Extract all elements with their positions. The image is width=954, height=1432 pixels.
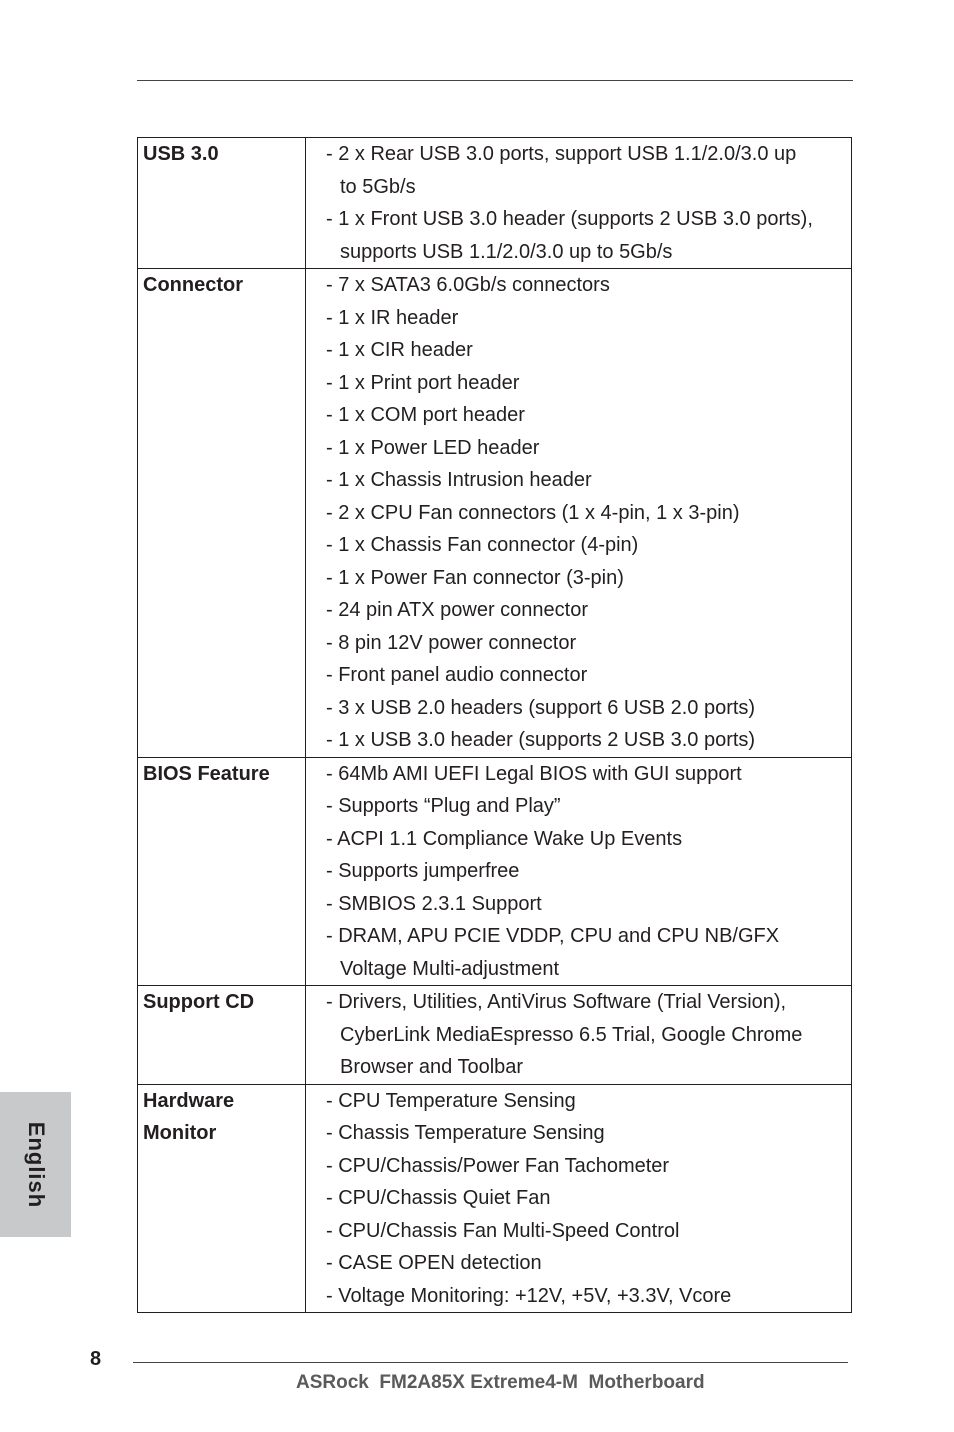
spec-item: - 1 x Print port header [326,371,520,394]
spec-detail-cell [306,1084,852,1313]
spec-row [138,1084,852,1313]
spec-item: - Voltage Monitoring: +12V, +5V, +3.3V, Vcore [326,1284,732,1307]
spec-item: - 2 x Rear USB 3.0 ports, support USB 1.1/2.0/3.0 up [326,143,797,165]
spec-item: - 64Mb AMI UEFI Legal BIOS with GUI support [326,762,742,785]
spec-label: BIOS Feature [143,762,270,785]
spec-item-continuation: CyberLink MediaEspresso 6.5 Trial, Google Chrome [340,1023,803,1046]
spec-item: - Supports “Plug and Play” [326,795,561,817]
spec-item: - CPU/Chassis Fan Multi-Speed Control [326,1219,680,1242]
spec-item: - 7 x SATA3 6.0Gb/s connectors [326,274,610,296]
spec-item: - Front panel audio connector [326,664,588,686]
spec-label: Hardware [143,1089,235,1112]
spec-item-continuation: Browser and Toolbar [340,1056,524,1078]
spec-item: - CPU/Chassis Quiet Fan [326,1187,551,1209]
spec-detail-cell [306,269,852,758]
spec-item: - DRAM, APU PCIE VDDP, CPU and CPU NB/GFX [326,925,780,947]
spec-item: - 1 x Front USB 3.0 header (supports 2 USB 3.0 ports), [326,208,813,230]
spec-row [138,138,852,269]
spec-item: - 1 x COM port header [326,404,525,426]
spec-row [138,757,852,986]
spec-item: - ACPI 1.1 Compliance Wake Up Events [326,827,683,850]
spec-detail-cell [306,138,852,269]
spec-detail-cell [306,757,852,986]
spec-item: - CPU/Chassis/Power Fan Tachometer [326,1154,670,1177]
spec-label-cell [138,138,306,269]
spec-row [138,986,852,1085]
spec-item: - 24 pin ATX power connector [326,599,588,621]
spec-item: - CPU Temperature Sensing [326,1089,576,1112]
spec-detail-cell [306,986,852,1085]
spec-item: - Chassis Temperature Sensing [326,1122,605,1144]
spec-item: - 1 x CIR header [326,339,473,361]
spec-label-cell [138,1084,306,1313]
footer-title: ASRock FM2A85X Extreme4-M Motherboard [296,1372,705,1393]
spec-item: - 1 x Power LED header [326,436,540,459]
spec-item: - 8 pin 12V power connector [326,631,577,654]
spec-item: - 1 x USB 3.0 header (supports 2 USB 3.0 ports) [326,729,756,751]
spec-item: - 2 x CPU Fan connectors (1 x 4-pin, 1 x 3-pin) [326,501,740,524]
spec-item-continuation: Voltage Multi-adjustment [340,957,560,980]
spec-item-continuation: supports USB 1.1/2.0/3.0 up to 5Gb/s [340,240,673,263]
spec-label-cell [138,269,306,758]
spec-label-cell [138,757,306,986]
spec-label: Connector [143,274,243,296]
spec-label-cell [138,986,306,1085]
language-side-tab [0,1092,71,1237]
header-rule [137,80,853,81]
spec-item-continuation: to 5Gb/s [340,175,416,198]
spec-item: - 1 x Chassis Intrusion header [326,469,592,491]
spec-table-body [138,138,852,1313]
spec-item: - Drivers, Utilities, AntiVirus Software (Trial Version), [326,991,787,1013]
spec-item: - 1 x Power Fan connector (3-pin) [326,566,624,589]
page-number: 8 [90,1348,102,1370]
spec-item: - SMBIOS 2.3.1 Support [326,892,542,915]
footer-rule [133,1362,848,1363]
spec-table [137,137,852,1313]
spec-item: - CASE OPEN detection [326,1252,542,1274]
spec-label: Monitor [143,1122,217,1144]
spec-item: - 1 x Chassis Fan connector (4-pin) [326,534,639,556]
spec-item: - 3 x USB 2.0 headers (support 6 USB 2.0 ports) [326,696,756,719]
spec-label: USB 3.0 [143,143,219,165]
spec-label: Support CD [143,991,255,1013]
spec-item: - Supports jumperfree [326,860,520,882]
spec-row [138,269,852,758]
language-tab-label: English [23,1121,49,1208]
spec-item: - 1 x IR header [326,306,459,329]
